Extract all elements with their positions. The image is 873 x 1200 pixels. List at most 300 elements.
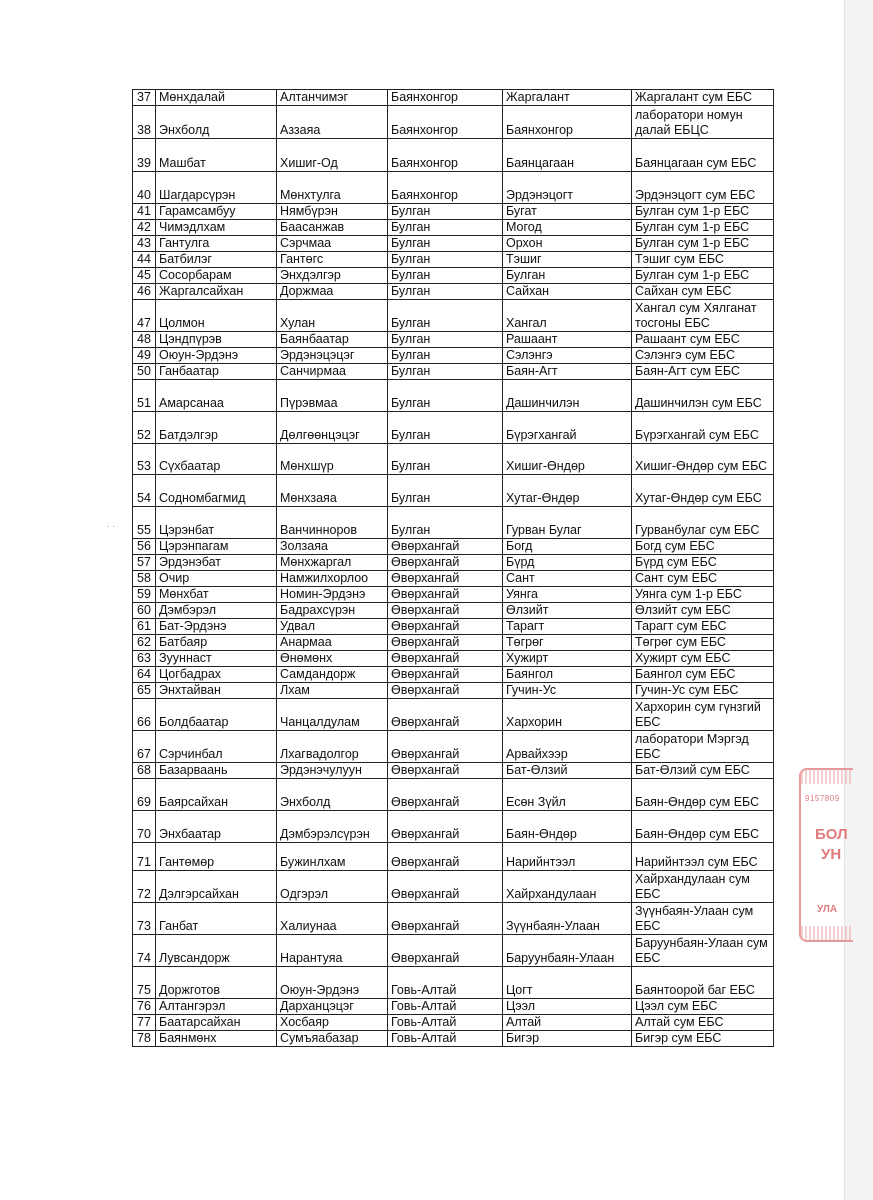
red-seal-stamp [799,768,853,942]
row-number-cell: 38 [133,106,156,139]
table-cell: Баатарсайхан [156,1015,277,1031]
row-number-cell: 37 [133,90,156,106]
row-number-cell: 69 [133,779,156,811]
table-cell: Баянмөнх [156,1031,277,1047]
table-cell: Баянхонгор [503,106,632,139]
table-cell: Мөнхшүр [277,444,388,475]
table-cell: Мөнхзаяа [277,475,388,507]
table-cell: Булган [388,284,503,300]
row-number-cell: 57 [133,555,156,571]
table-cell: Бадрахсүрэн [277,603,388,619]
table-cell: Сайхан сум ЕБС [632,284,774,300]
table-cell: Эрдэнэцэцэг [277,348,388,364]
table-cell: Нарантуяа [277,935,388,967]
table-cell: Уянга [503,587,632,603]
table-cell: Баян-Өндөр сум ЕБС [632,779,774,811]
table-cell: Булган [388,412,503,444]
table-row [133,763,774,779]
table-cell: Баянхонгор [388,139,503,172]
table-row [133,204,774,220]
table-cell: Бат-Өлзий [503,763,632,779]
table-cell: Батдэлгэр [156,412,277,444]
table-cell: лаборатори номун далай ЕБЦС [632,106,774,139]
row-number-cell: 71 [133,843,156,871]
table-cell: Булган [388,444,503,475]
table-cell: Хархорин [503,699,632,731]
table-cell: Цолмон [156,300,277,332]
row-number-cell: 66 [133,699,156,731]
table-row [133,571,774,587]
table-row [133,699,774,731]
table-cell: Баян-Өндөр сум ЕБС [632,811,774,843]
table-cell: Жаргалсайхан [156,284,277,300]
stamp-hatch-top [801,770,853,784]
row-number-cell: 40 [133,172,156,204]
table-cell: Өвөрхангай [388,843,503,871]
table-cell: Уянга сум 1-р ЕБС [632,587,774,603]
table-cell: Чимэдлхам [156,220,277,236]
row-number-cell: 70 [133,811,156,843]
table-row [133,252,774,268]
row-number-cell: 56 [133,539,156,555]
table-cell: Цээл сум ЕБС [632,999,774,1015]
table-cell: Баянхонгор [388,90,503,106]
row-number-cell: 49 [133,348,156,364]
table-cell: Хосбаяр [277,1015,388,1031]
table-cell: Батбилэг [156,252,277,268]
table-cell: Баярсайхан [156,779,277,811]
row-number-cell: 68 [133,763,156,779]
table-cell: Есөн Зүйл [503,779,632,811]
table-cell: Цогбадрах [156,667,277,683]
table-cell: Өлзийт [503,603,632,619]
table-cell: Гантулга [156,236,277,252]
table-cell: Бат-Өлзий сум ЕБС [632,763,774,779]
table-cell: Хангал [503,300,632,332]
table-cell: Булган [388,348,503,364]
table-cell: Батбаяр [156,635,277,651]
table-row [133,667,774,683]
row-number-cell: 42 [133,220,156,236]
table-cell: Дашинчилэн [503,380,632,412]
table-cell: Бигэр [503,1031,632,1047]
table-cell: Ганбаатар [156,364,277,380]
table-cell: Шагдарсүрэн [156,172,277,204]
table-cell: Энхболд [156,106,277,139]
table-cell: Болдбаатар [156,699,277,731]
table-cell: Орхон [503,236,632,252]
table-cell: Чанцалдулам [277,699,388,731]
table-cell: Оюун-Эрдэнэ [277,967,388,999]
table-cell: Гарамсамбуу [156,204,277,220]
table-cell: Ганбат [156,903,277,935]
row-number-cell: 54 [133,475,156,507]
table-cell: Богд сум ЕБС [632,539,774,555]
table-cell: Булган [388,204,503,220]
table-row [133,172,774,204]
table-cell: Цэрэнпагам [156,539,277,555]
table-cell: Өвөрхангай [388,763,503,779]
table-row [133,332,774,348]
stamp-text-2: УН [821,846,842,863]
table-cell: Өвөрхангай [388,555,503,571]
table-cell: Сант сум ЕБС [632,571,774,587]
table-cell: Баруунбаян-Улаан сум ЕБС [632,935,774,967]
table-cell: Нарийнтээл сум ЕБС [632,843,774,871]
table-cell: Булган [388,475,503,507]
table-cell: Говь-Алтай [388,999,503,1015]
table-cell: Жаргалант сум ЕБС [632,90,774,106]
stamp-hatch-bottom [801,926,853,940]
row-number-cell: 50 [133,364,156,380]
row-number-cell: 61 [133,619,156,635]
table-cell: Эрдэнэчулуун [277,763,388,779]
table-cell: Булган [388,300,503,332]
table-cell: Өвөрхангай [388,699,503,731]
table-row [133,999,774,1015]
row-number-cell: 55 [133,507,156,539]
table-cell: Богд [503,539,632,555]
table-row [133,284,774,300]
table-cell: Баянцагаан сум ЕБС [632,139,774,172]
table-cell: Гучин-Ус сум ЕБС [632,683,774,699]
table-cell: Өвөрхангай [388,571,503,587]
table-cell: Номин-Эрдэнэ [277,587,388,603]
table-cell: Өвөрхангай [388,903,503,935]
table-cell: Сумъяабазар [277,1031,388,1047]
table-cell: Өвөрхангай [388,779,503,811]
table-cell: Тарагт [503,619,632,635]
table-row [133,444,774,475]
table-cell: Баян-Агт [503,364,632,380]
table-row [133,871,774,903]
table-row [133,364,774,380]
table-cell: Баянбаатар [277,332,388,348]
table-cell: Машбат [156,139,277,172]
table-cell: Амарсанаа [156,380,277,412]
row-number-cell: 51 [133,380,156,412]
row-number-cell: 41 [133,204,156,220]
table-row [133,507,774,539]
table-row [133,635,774,651]
table-cell: Пүрэвмаа [277,380,388,412]
table-row [133,843,774,871]
table-cell: Тэшиг сум ЕБС [632,252,774,268]
table-cell: Өвөрхангай [388,619,503,635]
table-cell: Баасанжав [277,220,388,236]
row-number-cell: 67 [133,731,156,763]
table-row [133,731,774,763]
table-cell: Баянцагаан [503,139,632,172]
row-number-cell: 45 [133,268,156,284]
table-cell: Мөнхжаргал [277,555,388,571]
table-cell: Эрдэнэцогт сум ЕБС [632,172,774,204]
table-cell: Алтай сум ЕБС [632,1015,774,1031]
table-cell: Доржготов [156,967,277,999]
table-cell: Халиунаа [277,903,388,935]
table-cell: Удвал [277,619,388,635]
table-cell: Хулан [277,300,388,332]
table-cell: Хархорин сум гүнзгий ЕБС [632,699,774,731]
table-cell: Хужирт сум ЕБС [632,651,774,667]
table-cell: Энхтайван [156,683,277,699]
table-cell: Өвөрхангай [388,651,503,667]
table-cell: Өвөрхангай [388,587,503,603]
table-cell: Цогт [503,967,632,999]
table-cell: Зууннаст [156,651,277,667]
table-cell: Зүүнбаян-Улаан [503,903,632,935]
table-cell: Сайхан [503,284,632,300]
table-cell: Энхбаатар [156,811,277,843]
table-cell: Базарваань [156,763,277,779]
table-row [133,1015,774,1031]
table-cell: Бүрд [503,555,632,571]
table-cell: Одгэрэл [277,871,388,903]
table-row [133,220,774,236]
page-edge-shadow [844,0,873,1200]
table-row [133,236,774,252]
table-cell: Санчирмаа [277,364,388,380]
table-cell: Нямбүрэн [277,204,388,220]
row-number-cell: 59 [133,587,156,603]
row-number-cell: 77 [133,1015,156,1031]
table-cell: Дөлгөөнцэцэг [277,412,388,444]
table-cell: Могод [503,220,632,236]
table-row [133,683,774,699]
table-cell: Баянхонгор [388,106,503,139]
table-cell: Сэлэнгэ [503,348,632,364]
table-cell: Жаргалант [503,90,632,106]
table-cell: Булган [388,268,503,284]
table-cell: Ванчинноров [277,507,388,539]
row-number-cell: 78 [133,1031,156,1047]
table-cell: Өвөрхангай [388,871,503,903]
row-number-cell: 53 [133,444,156,475]
row-number-cell: 73 [133,903,156,935]
table-cell: Булган сум 1-р ЕБС [632,268,774,284]
table-row [133,587,774,603]
table-cell: Самдандорж [277,667,388,683]
table-cell: Бат-Эрдэнэ [156,619,277,635]
table-cell: Лхагвадолгор [277,731,388,763]
table-cell: Сосорбарам [156,268,277,284]
table-cell: Өвөрхангай [388,539,503,555]
table-cell: Дэмбэрэлсүрэн [277,811,388,843]
table-cell: Өлзийт сум ЕБС [632,603,774,619]
participants-table [132,89,774,1047]
table-cell: Гурванбулаг сум ЕБС [632,507,774,539]
table-cell: Золзаяа [277,539,388,555]
table-cell: Цээл [503,999,632,1015]
table-row [133,555,774,571]
table-cell: Мөнхтулга [277,172,388,204]
table-cell: Мөнхбат [156,587,277,603]
table-cell: Цэрэнбат [156,507,277,539]
table-cell: Бужинлхам [277,843,388,871]
table-row [133,619,774,635]
table-cell: Төгрөг сум ЕБС [632,635,774,651]
table-cell: Доржмаа [277,284,388,300]
table-cell: Бүрэгхангай [503,412,632,444]
stamp-code: 9157809 [805,794,840,803]
table-cell: Дэмбэрэл [156,603,277,619]
table-cell: Булган [503,268,632,284]
row-number-cell: 58 [133,571,156,587]
table-cell: Баян-Өндөр [503,811,632,843]
table-cell: Лувсандорж [156,935,277,967]
table-cell: Тарагт сум ЕБС [632,619,774,635]
table-cell: Баянтоорой баг ЕБС [632,967,774,999]
table-cell: Бугат [503,204,632,220]
row-number-cell: 43 [133,236,156,252]
table-cell: Өвөрхангай [388,935,503,967]
table-cell: Баянгол [503,667,632,683]
table-cell: Хутаг-Өндөр сум ЕБС [632,475,774,507]
row-number-cell: 60 [133,603,156,619]
table-row [133,967,774,999]
table-cell: Өвөрхангай [388,731,503,763]
table-cell: Булган [388,507,503,539]
table-cell: Алтанчимэг [277,90,388,106]
table-row [133,475,774,507]
table-cell: Өнөмөнх [277,651,388,667]
table-cell: Содномбагмид [156,475,277,507]
table-cell: Говь-Алтай [388,1015,503,1031]
scan-mark: · · [106,521,116,532]
row-number-cell: 72 [133,871,156,903]
table-cell: Баруунбаян-Улаан [503,935,632,967]
table-row [133,268,774,284]
table-cell: Өвөрхангай [388,683,503,699]
table-cell: Булган [388,252,503,268]
row-number-cell: 44 [133,252,156,268]
row-number-cell: 76 [133,999,156,1015]
row-number-cell: 63 [133,651,156,667]
row-number-cell: 64 [133,667,156,683]
table-row [133,139,774,172]
table-cell: Тэшиг [503,252,632,268]
table-row [133,348,774,364]
table-cell: Дэлгэрсайхан [156,871,277,903]
table-cell: Баянгол сум ЕБС [632,667,774,683]
table-cell: Бүрд сум ЕБС [632,555,774,571]
row-number-cell: 65 [133,683,156,699]
table-row [133,935,774,967]
table-cell: Булган [388,364,503,380]
row-number-cell: 39 [133,139,156,172]
table-cell: Гантөгс [277,252,388,268]
stamp-text-1: БОЛ [815,826,848,843]
table-cell: Гурван Булаг [503,507,632,539]
table-cell: Алтангэрэл [156,999,277,1015]
table-cell: Бигэр сум ЕБС [632,1031,774,1047]
table-cell: Энхдэлгэр [277,268,388,284]
table-cell: Энхболд [277,779,388,811]
row-number-cell: 47 [133,300,156,332]
table-cell: Хангал сум Хялганат тосгоны ЕБС [632,300,774,332]
table-cell: Нарийнтээл [503,843,632,871]
table-cell: Мөнхдалай [156,90,277,106]
table-cell: Цэндпүрэв [156,332,277,348]
table-cell: Дарханцэцэг [277,999,388,1015]
table-cell: Хайрхандулаан [503,871,632,903]
table-cell: Хужирт [503,651,632,667]
table-cell: Сант [503,571,632,587]
row-number-cell: 62 [133,635,156,651]
table-cell: Баянхонгор [388,172,503,204]
table-body [133,90,774,1047]
table-cell: Эрдэнэбат [156,555,277,571]
table-cell: Өвөрхангай [388,603,503,619]
table-cell: Зүүнбаян-Улаан сум ЕБС [632,903,774,935]
table-cell: Булган сум 1-р ЕБС [632,236,774,252]
table-row [133,779,774,811]
table-cell: Намжилхорлоо [277,571,388,587]
table-row [133,603,774,619]
table-cell: Гантөмөр [156,843,277,871]
table-cell: Рашаант сум ЕБС [632,332,774,348]
table-row [133,300,774,332]
row-number-cell: 52 [133,412,156,444]
table-cell: Сэрчмаа [277,236,388,252]
table-cell: Хишиг-Өндөр сум ЕБС [632,444,774,475]
table-cell: Булган [388,220,503,236]
table-cell: Өвөрхангай [388,635,503,651]
table-cell: Сэрчинбал [156,731,277,763]
table-row [133,106,774,139]
table-row [133,412,774,444]
table-cell: Булган [388,332,503,348]
table-cell: Булган [388,236,503,252]
table-cell: Очир [156,571,277,587]
table-cell: Гучин-Ус [503,683,632,699]
table-cell: Анармаа [277,635,388,651]
table-cell: Говь-Алтай [388,967,503,999]
table-row [133,380,774,412]
table-row [133,1031,774,1047]
table-cell: Алтай [503,1015,632,1031]
table-cell: Булган сум 1-р ЕБС [632,220,774,236]
table-cell: Хишиг-Өндөр [503,444,632,475]
table-cell: Сүхбаатар [156,444,277,475]
stamp-text-3: УЛА [817,904,838,915]
table-cell: Өвөрхангай [388,811,503,843]
table-cell: Лхам [277,683,388,699]
table-row [133,811,774,843]
table-row [133,651,774,667]
table-cell: Оюун-Эрдэнэ [156,348,277,364]
table-cell: лаборатори Мэргэд ЕБС [632,731,774,763]
table-cell: Бүрэгхангай сум ЕБС [632,412,774,444]
table-row [133,903,774,935]
table-cell: Эрдэнэцогт [503,172,632,204]
table-cell: Сэлэнгэ сум ЕБС [632,348,774,364]
row-number-cell: 48 [133,332,156,348]
table-row [133,539,774,555]
table-cell: Арвайхээр [503,731,632,763]
table-cell: Рашаант [503,332,632,348]
table-cell: Хутаг-Өндөр [503,475,632,507]
table-cell: Хишиг-Од [277,139,388,172]
table-cell: Говь-Алтай [388,1031,503,1047]
table-cell: Баян-Агт сум ЕБС [632,364,774,380]
row-number-cell: 74 [133,935,156,967]
row-number-cell: 75 [133,967,156,999]
table-row [133,90,774,106]
table-cell: Аззаяа [277,106,388,139]
table-cell: Булган [388,380,503,412]
table-cell: Өвөрхангай [388,667,503,683]
